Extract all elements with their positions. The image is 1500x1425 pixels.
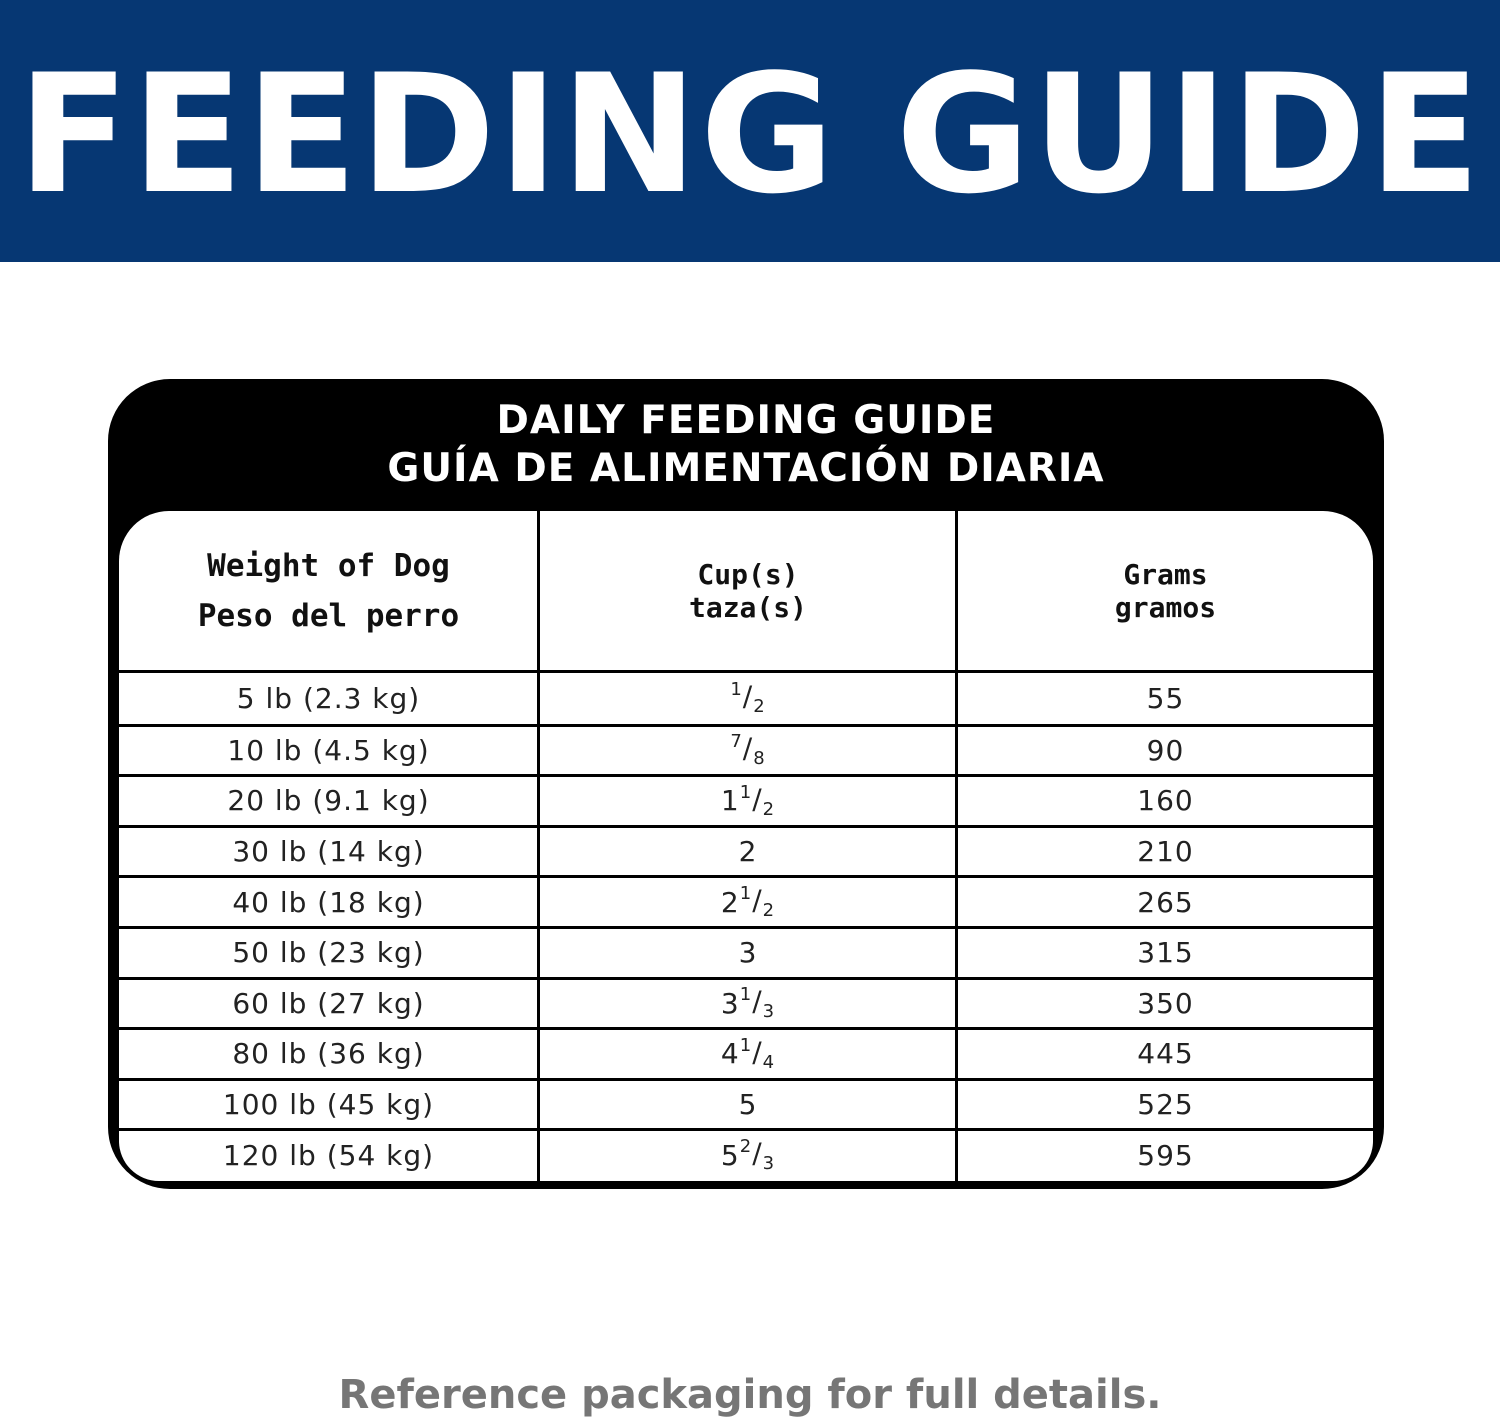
column-divider: [955, 511, 958, 1181]
cell-grams: 350: [1137, 986, 1194, 1020]
cell-grams: 445: [1137, 1037, 1194, 1071]
cell-cups: 2 $^1/_2$: [720, 883, 776, 922]
feeding-table: [119, 511, 1373, 1181]
feeding-guide-banner: [0, 0, 1500, 262]
table-row: [119, 774, 1373, 825]
cell-weight: 20 lb (9.1 kg): [227, 784, 430, 818]
footer-note: Reference packaging for full details.: [338, 1372, 1162, 1418]
card-title-english: DAILY FEEDING GUIDE: [496, 398, 996, 443]
header-cups: [540, 511, 956, 670]
table-row: [119, 875, 1373, 926]
cell-cups: $^1/_2$: [730, 679, 766, 718]
cell-weight: 10 lb (4.5 kg): [227, 733, 430, 767]
header-grams-spanish: gramos: [1114, 590, 1217, 624]
cell-grams: 595: [1137, 1138, 1194, 1172]
table-row: [119, 724, 1373, 775]
cell-cups: 4 $^1/_4$: [720, 1035, 776, 1073]
cell-grams: 525: [1137, 1088, 1194, 1122]
column-divider: [537, 511, 540, 1181]
table-row: [119, 673, 1373, 724]
daily-feeding-guide-card: [108, 379, 1384, 1189]
cell-cups: 3: [738, 936, 758, 970]
cell-grams: 160: [1137, 784, 1194, 818]
card-title-spanish: GUÍA DE ALIMENTACIÓN DIARIA: [387, 446, 1105, 491]
cell-weight: 40 lb (18 kg): [232, 885, 425, 919]
table-row: [119, 1027, 1373, 1078]
cell-weight: 50 lb (23 kg): [232, 936, 425, 970]
cell-grams: 315: [1137, 936, 1194, 970]
cell-cups: $^7/_8$: [730, 731, 766, 770]
table-row: [119, 1078, 1373, 1129]
cell-weight: 100 lb (45 kg): [222, 1088, 435, 1122]
table-row: [119, 825, 1373, 876]
table-header-row: [119, 511, 1373, 673]
cell-grams: 265: [1137, 885, 1194, 919]
header-weight-spanish: Peso del perro: [197, 597, 460, 634]
table-row: [119, 977, 1373, 1028]
cell-weight: 120 lb (54 kg): [222, 1138, 435, 1172]
cell-cups: 5: [738, 1088, 758, 1122]
header-cups-english: Cup(s): [697, 557, 799, 591]
cell-cups: 3 $^1/_3$: [720, 984, 776, 1023]
cell-cups: 1 $^1/_2$: [720, 782, 776, 820]
header-weight-english: Weight of Dog: [207, 547, 450, 584]
header-weight: [119, 511, 538, 670]
cell-grams: 55: [1146, 681, 1185, 715]
cell-grams: 210: [1137, 835, 1194, 869]
header-grams-english: Grams: [1123, 557, 1208, 591]
card-title: [108, 397, 1384, 493]
cell-cups: 5 $^2/_3$: [720, 1136, 776, 1175]
table-row: [119, 1128, 1373, 1179]
header-cups-spanish: taza(s): [688, 590, 807, 624]
header-grams: [958, 511, 1373, 670]
table-row: [119, 926, 1373, 977]
cell-weight: 80 lb (36 kg): [232, 1037, 425, 1071]
cell-grams: 90: [1146, 733, 1185, 767]
cell-weight: 30 lb (14 kg): [232, 835, 425, 869]
banner-title: FEEDING GUIDE: [17, 39, 1483, 230]
cell-cups: 2: [738, 835, 758, 869]
cell-weight: 60 lb (27 kg): [232, 986, 425, 1020]
cell-weight: 5 lb (2.3 kg): [236, 681, 421, 715]
